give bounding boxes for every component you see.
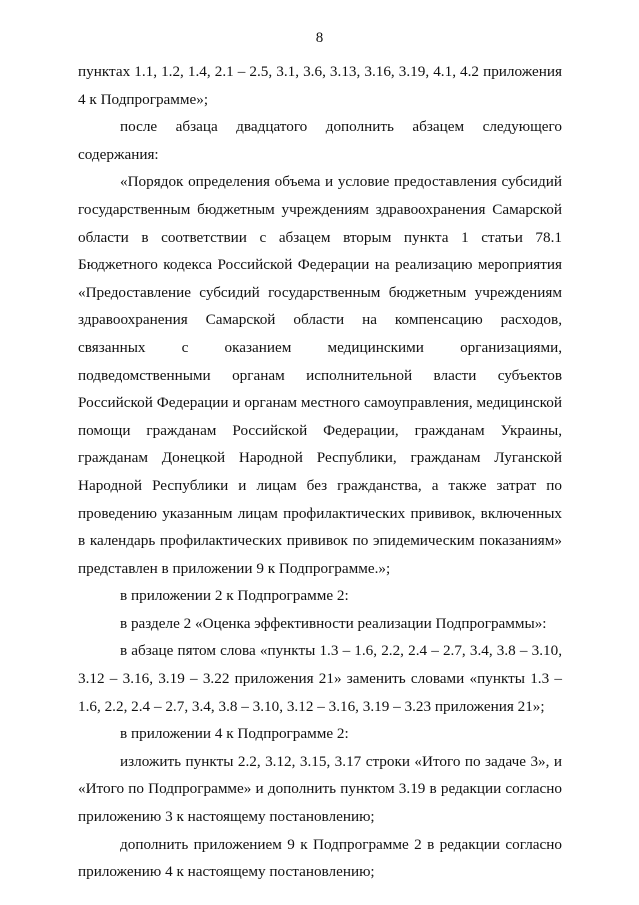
paragraph-section-2: в разделе 2 «Оценка эффективности реализации Подпрограммы»: <box>120 614 547 632</box>
paragraph-restate-items: изложить пункты 2.2, 3.12, 3.15, 3.17 строки «Итого по задаче 3», и «Итого по Подпрограмме» и дополнить пунктом 3.19 в редакции согласно приложению 3 к настоящему постановлению; <box>78 752 562 826</box>
page-number: 8 <box>315 30 324 46</box>
paragraph-annex-2: в приложении 2 к Подпрограмме 2: <box>120 587 349 605</box>
paragraph-after-twentieth: после абзаца двадцатого дополнить абзацем следующего содержания: <box>78 118 562 163</box>
paragraph-subsidy-procedure: «Порядок определения объема и условие предоставления субсидий государственным бюджетным учреждениям здравоохранения Самарской области в соответствии с абзацем вторым пункта 1 статьи 78.1 Бюджетного кодекса Российской Федерации на реализацию мероприятия «Предоставление субсидий государственным бюджетным учреждениям здравоохранения Самарской области на компенсацию расходов, связанных с оказанием медицинскими организациями, подведомственными органам исполнительной власти субъектов Российской Федерации и органам местного самоуправления, медицинской помощи гражданам Российской Федерации, гражданам Украины, гражданам Донецкой Народной Республики, гражданам Луганской Народной Республики и лицам без гражданства, а также затрат по проведению указанным лицам профилактических прививок, включенных в календарь профилактических прививок по эпидемическим показаниям» представлен в приложении 9 к Подпрограмме.»; <box>78 173 562 577</box>
paragraph-add-annex-9: дополнить приложением 9 к Подпрограмме 2 в редакции согласно приложению 4 к настоящему постановлению; <box>78 835 562 881</box>
paragraph-continuation: пунктах 1.1, 1.2, 1.4, 2.1 – 2.5, 3.1, 3.6, 3.13, 3.16, 3.19, 4.1, 4.2 приложения 4 к Подпрограмме»; <box>78 63 562 108</box>
paragraph-annex-4: в приложении 4 к Подпрограмме 2: <box>120 725 349 743</box>
paragraph-fifth-abzac: в абзаце пятом слова «пункты 1.3 – 1.6, 2.2, 2.4 – 2.7, 3.4, 3.8 – 3.10, 3.12 – 3.16, 3.19 – 3.22 приложения 21» заменить словами «пункты 1.3 – 1.6, 2.2, 2.4 – 2.7, 3.4, 3.8 – 3.10, 3.12 – 3.16, 3.19 – 3.23 приложения 21»; <box>78 642 562 715</box>
document-body <box>78 58 562 886</box>
